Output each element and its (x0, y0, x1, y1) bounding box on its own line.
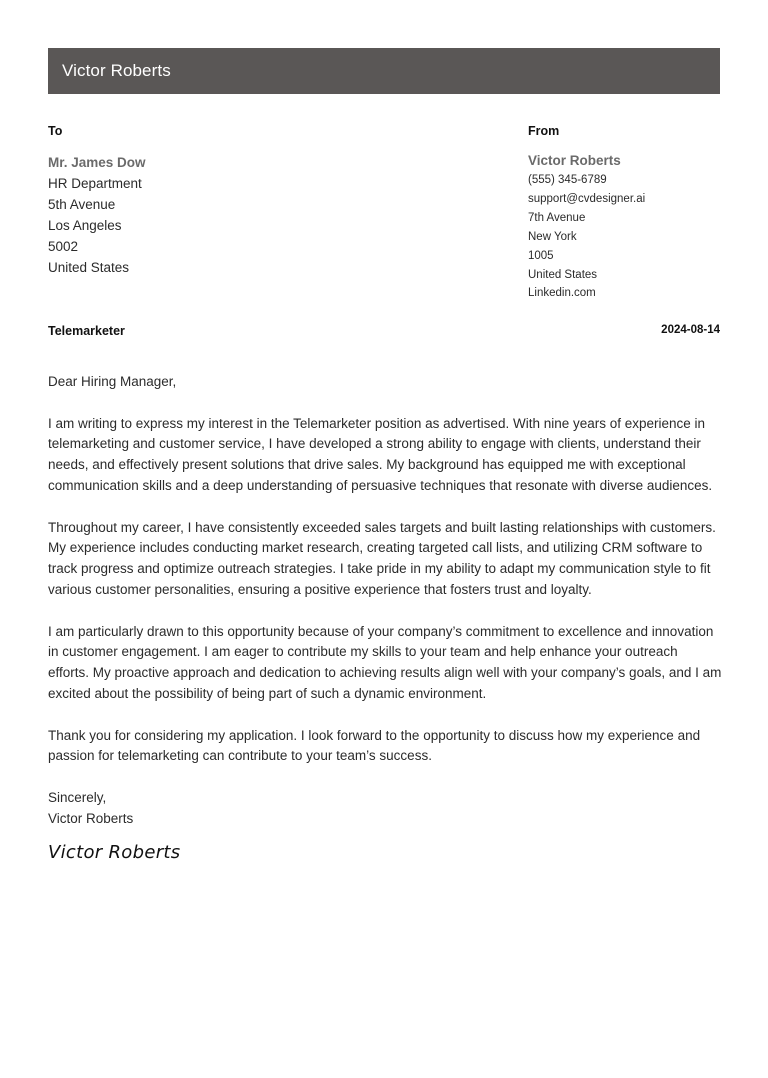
to-label: To (48, 124, 63, 138)
recipient-name: Mr. James Dow (48, 155, 146, 170)
recipient-department: HR Department (48, 176, 142, 191)
closing-block (48, 788, 722, 830)
header-name: Victor Roberts (62, 61, 171, 80)
closing-name: Victor Roberts (48, 810, 134, 826)
letter-date: 2024-08-14 (661, 324, 720, 336)
body-paragraph: I am particularly drawn to this opportunity because of your company’s commitment to excellence and innovation in customer engagement. I am eager to contribute my skills to your team and help enhance your outreach efforts. My proactive approach and dedication to achieving results align well with your company’s goals, and I am excited about the possibility of being part of such a dynamic environment. (48, 623, 722, 701)
recipient-street: 5th Avenue (48, 197, 116, 212)
sender-linkedin: Linkedin.com (528, 287, 596, 300)
sender-phone: (555) 345-6789 (528, 174, 607, 186)
sender-block (528, 152, 645, 303)
header-bar (48, 48, 720, 94)
greeting: Dear Hiring Manager, (48, 374, 177, 389)
sender-street: 7th Avenue (528, 211, 586, 224)
body-paragraph: Throughout my career, I have consistently exceeded sales targets and built lasting relationships with customers. My experience includes conducting market research, creating targeted call lists, and utilizing CRM software to track progress and optimize outreach strategies. I take pride in my ability to adapt my communication style to fit various customer personalities, ensuring a positive experience that fosters trust and loyalty. (48, 519, 716, 597)
body-paragraph: I am writing to express my interest in the Telemarketer position as advertised. With nine years of experience in telemarketing and customer service, I have developed a strong ability to engage with clients, understand their needs, and effectively present solutions that drive sales. My background has equipped me with exceptional communication skills and a deep understanding of persuasive techniques that resonate with diverse audiences. (48, 415, 713, 493)
letter-body (48, 372, 722, 850)
recipient-block (48, 152, 146, 278)
sender-email: support@cvdesigner.ai (528, 192, 646, 205)
recipient-city: Los Angeles (48, 218, 122, 233)
sender-city: New York (528, 230, 577, 243)
sender-postal-code: 1005 (528, 249, 554, 262)
sender-name: Victor Roberts (528, 153, 621, 168)
from-label: From (528, 124, 560, 138)
body-paragraph: Thank you for considering my application. I look forward to the opportunity to discuss how my experience and passion for telemarketing can contribute to your team’s success. (48, 727, 701, 764)
closing: Sincerely, (48, 789, 107, 805)
sender-country: United States (528, 268, 598, 281)
recipient-postal-code: 5002 (48, 239, 79, 254)
job-title: Telemarketer (48, 324, 125, 338)
recipient-country: United States (48, 260, 130, 275)
signature: Victor Roberts (48, 842, 181, 863)
